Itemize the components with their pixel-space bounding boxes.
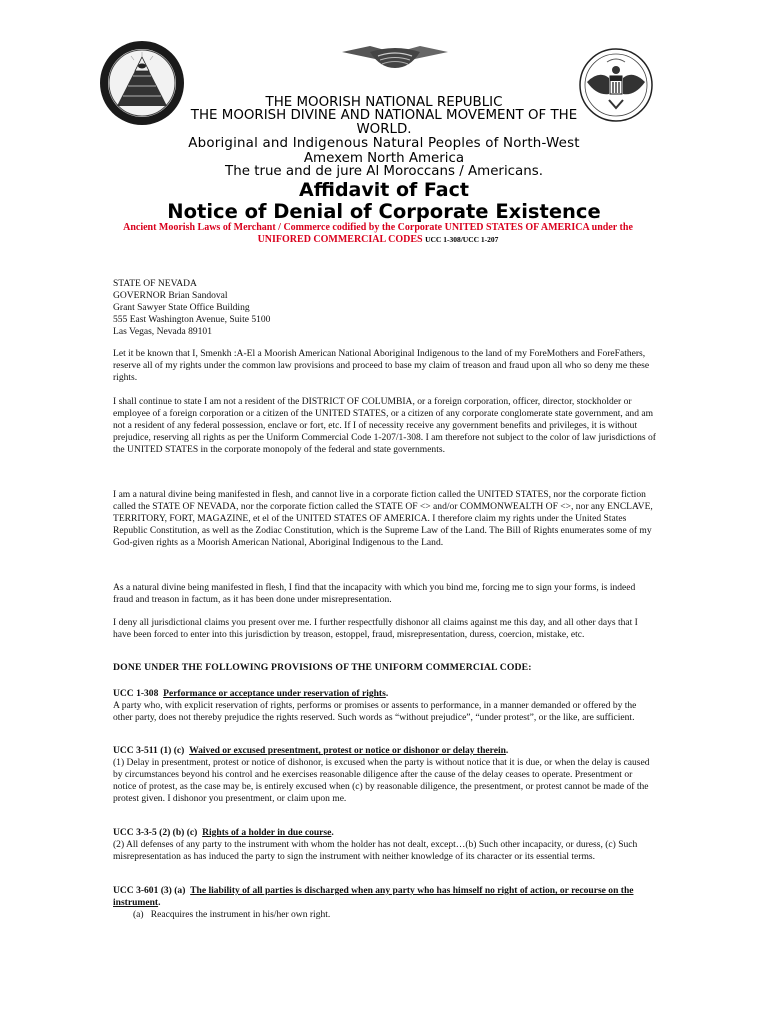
header-line-2: THE MOORISH DIVINE AND NATIONAL MOVEMENT OF THE [190,108,578,123]
ucc-sub-item [113,909,677,921]
paragraph-rights-reservation: Let it be known that I, Smenkh :A-El a Moorish American National Aboriginal Indigenous to the land of my ForeMothers and ForeFathers, reserve all of my rights under the common law provisions and proceed to base my claim of treason and fraud upon all who so deny me these rights. [113,348,650,384]
ucc-sub-item-text: Reacquires the instrument in his/her own right. [150,909,331,920]
header-line-4: Aboriginal and Indigenous Natural Peoples of North-West [188,136,580,151]
address-line: Grant Sawyer State Office Building [113,302,250,314]
ucc-title: Waived or excused presentment, protest or notice or dishonor or delay therein [189,745,506,756]
commercial-code-note [98,222,658,246]
document-subtitle: Notice of Denial of Corporate Existence [167,200,601,223]
paragraph-incapacity: As a natural divine being manifested in flesh, I find that the incapacity with which you bind me, forcing me to sign your forms, is indeed fraud and treason in factum, as it has been done under misrepresentation. [113,582,636,606]
header-line-1: THE MOORISH NATIONAL REPUBLIC [265,95,503,110]
header-line-6: The true and de jure Al Moroccans / Americans. [225,164,543,179]
ucc-section-body: (1) Delay in presentment, protest or notice of dishonor, is excused when the party is without notice that it is due, or when the delay is caused by circumstances beyond his control and he exercises reasonable diligence after the cause of the delay ceases to operate. Presentment or notice of protest, as the case may be, is entirely excused when (c) by reasonable diligence, the presentment, or protest cannot be made of the protest given. I dishonor you presentment, or claim upon me. [113,757,650,805]
address-line: STATE OF NEVADA [113,278,197,289]
ucc-section-heading: UCC 1-308 Performance or acceptance under reservation of rights. [113,688,389,699]
recipient-address [113,278,657,338]
document-title: Affidavit of Fact [299,179,469,201]
address-line: 555 East Washington Avenue, Suite 5100 [113,314,271,326]
ucc-section-heading: UCC 3-511 (1) (c) Waived or excused presentment, protest or notice or dishonor or delay therein. [113,745,509,756]
ucc-title: Performance or acceptance under reservation of rights [163,688,386,699]
ucc-title: Rights of a holder in due course [202,827,332,838]
ucc-code: UCC 3-601 (3) (a) [113,885,186,896]
ucc-provisions-heading: DONE UNDER THE FOLLOWING PROVISIONS OF THE UNIFORM COMMERCIAL CODE: [113,662,532,673]
commercial-code-ref: UCC 1-308/UCC 1-207 [425,235,499,244]
header-line-5: Amexem North America [303,151,465,166]
address-line: GOVERNOR Brian Sandoval [113,290,228,302]
ucc-sub-item-marker: (a) [133,909,144,920]
header-line-3: WORLD. [356,122,412,137]
ucc-section-heading: UCC 3-3-5 (2) (b) (c) Rights of a holder in due course. [113,827,334,838]
address-line: Las Vegas, Nevada 89101 [113,326,212,338]
ucc-section-heading: UCC 3-601 (3) (a) The liability of all parties is discharged when any party who has himself no right of action, or recourse on the instrument. [113,885,634,909]
ucc-code: UCC 3-3-5 (2) (b) (c) [113,827,198,838]
ucc-section-body: (2) All defenses of any party to the instrument with whom the holder has not dealt, except…(b) Such other incapacity, or duress, (c) Such misrepresentation as has induced the party to sign the instrument with neither knowledge of its character or its essential terms. [113,839,638,863]
ucc-title: The liability of all parties is discharged when any party who has himself no right of action, or recourse on the instrument [113,885,634,909]
paragraph-non-resident: I shall continue to state I am not a resident of the DISTRICT OF COLUMBIA, or a foreign corporation, officer, director, stockholder or employee of a foreign corporation or a citizen of the UNITED STATES, or a citizen of any corporate conglomerate state government, and am not a resident of any federal possession, enclave or fort, etc. If I of necessity receive any government benefits and privileges, it is without prejudice, reserving all rights as per the Uniform Commercial Code 1-207/1-308. I am therefore not subject to the color of law jurisdictions of the UNITED STATES in the corporate monopoly of the federal and state governments. [113,396,656,456]
ucc-code: UCC 3-511 (1) (c) [113,745,185,756]
paragraph-natural-being: I am a natural divine being manifested in flesh, and cannot live in a corporate fiction called the UNITED STATES, nor the corporate fiction called the STATE OF NEVADA, nor the corporate fiction called the STATE OF <> and/or COMMONWEALTH OF <>, nor any ENCLAVE, TERRITORY, FORT, MAGAZINE, et el of the UNITED STATES OF AMERICA. I therefore claim my rights under the United States Republic Constitution, as well as the Zodiac Constitution, which is the Supreme Law of the Land. The Bill of Rights enumerates some of my God-given rights as a Moorish American National, Aboriginal Indigenous to the Land. [113,489,653,549]
paragraph-deny-jurisdiction: I deny all jurisdictional claims you present over me. I further respectfully dishonor all claims against me this day, and all other days that I have been forced to enter into this jurisdiction by treason, estoppel, fraud, misrepresentation, duress, coercion, mistake, etc. [113,617,638,641]
ucc-code: UCC 1-308 [113,688,159,699]
commercial-code-note-text: Ancient Moorish Laws of Merchant / Commerce codified by the Corporate UNITED STATES OF AMERICA under the UNIFORED COMMERCIAL CODES [123,222,633,245]
ucc-section-body: A party who, with explicit reservation of rights, performs or promises or assents to performance, in a manner demanded or offered by the other party, does not thereby prejudice the rights reserved. Such words as “without prejudice”, “under protest”, or the like, are sufficient. [113,700,637,724]
handshake-icon [340,38,450,74]
